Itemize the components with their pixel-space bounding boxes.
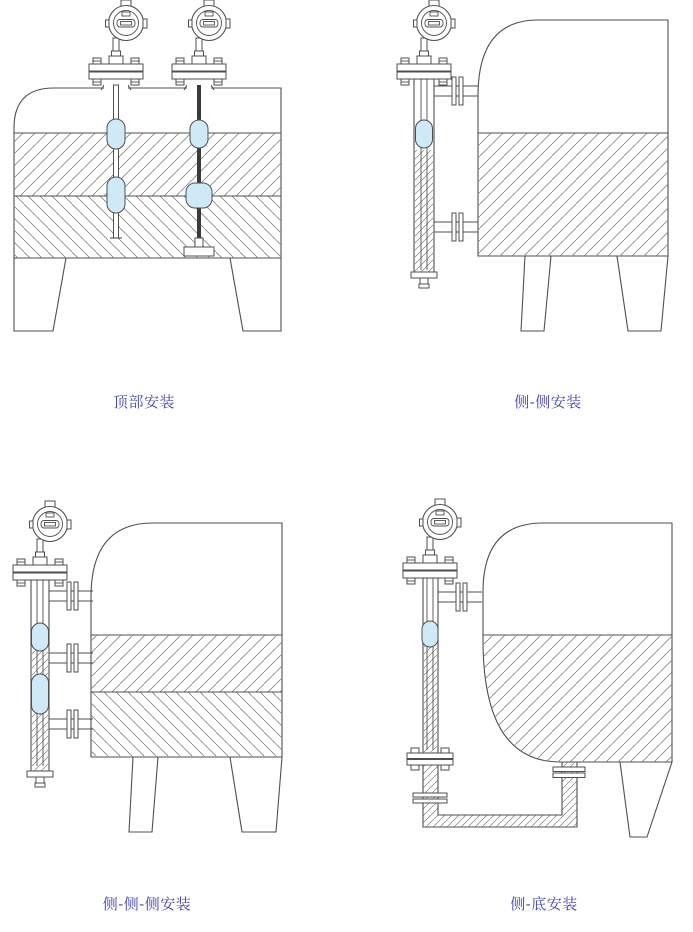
caption-side-side-mount: 侧-侧安装 bbox=[514, 394, 582, 411]
tank-leg bbox=[230, 258, 281, 331]
liquid bbox=[483, 635, 672, 762]
pipe-flange bbox=[413, 793, 447, 797]
top-mount-figure bbox=[14, 0, 281, 331]
lower-liquid bbox=[14, 196, 281, 258]
lower-liquid bbox=[91, 692, 282, 757]
interface-float bbox=[107, 177, 125, 213]
process-nozzle bbox=[49, 644, 93, 672]
float bbox=[416, 120, 433, 148]
tank-leg bbox=[129, 757, 158, 832]
caption-top-mount: 顶部安装 bbox=[112, 394, 175, 411]
chamber-liquid bbox=[415, 150, 433, 274]
interface-float bbox=[32, 674, 49, 714]
process-nozzle bbox=[434, 213, 478, 241]
side-side-side-mount-figure bbox=[13, 501, 282, 832]
anchor-plate bbox=[184, 247, 214, 256]
pipe-flange bbox=[553, 767, 585, 772]
float bbox=[190, 120, 208, 148]
pipe-flange bbox=[553, 773, 585, 778]
drain-cap bbox=[27, 771, 53, 787]
pipe-flange bbox=[413, 799, 447, 803]
float bbox=[422, 621, 438, 647]
process-nozzle bbox=[438, 583, 482, 611]
bypass-chamber bbox=[13, 501, 93, 787]
float bbox=[107, 119, 125, 149]
drain-cap bbox=[411, 272, 437, 288]
side-bottom-mount-figure bbox=[403, 499, 672, 837]
caption-side-side-side-mount: 侧-侧-侧安装 bbox=[102, 896, 192, 913]
process-nozzle bbox=[49, 710, 93, 738]
tank-leg bbox=[230, 757, 282, 832]
tank-leg bbox=[521, 256, 551, 331]
upper-liquid bbox=[14, 133, 281, 196]
upper-liquid bbox=[91, 635, 282, 692]
bypass-chamber bbox=[403, 499, 482, 770]
tank-leg bbox=[14, 258, 66, 331]
chamber-liquid bbox=[424, 638, 437, 752]
caption-side-bottom-mount: 侧-底安装 bbox=[510, 896, 578, 913]
tank-leg bbox=[617, 256, 668, 331]
bypass-chamber bbox=[397, 0, 478, 288]
tank-leg bbox=[620, 762, 672, 837]
side-side-mount-figure bbox=[397, 0, 668, 331]
anchor-stub bbox=[195, 238, 203, 247]
guide-tube bbox=[114, 85, 119, 238]
float bbox=[32, 623, 49, 651]
liquid bbox=[478, 133, 668, 256]
interface-float bbox=[186, 183, 212, 208]
sensor-rod bbox=[197, 85, 201, 238]
